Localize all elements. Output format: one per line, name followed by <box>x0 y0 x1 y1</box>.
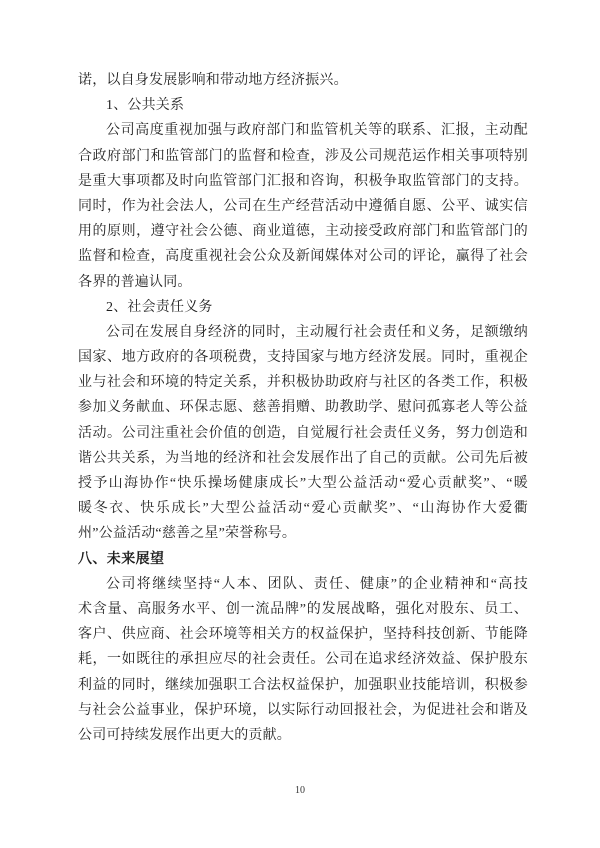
body-line: 参加义务献血、环保志愿、慈善捐赠、助教助学、慰问孤寡老人等公益 <box>78 400 528 416</box>
body-line: 州”公益活动“慈善之星”荣誉称号。 <box>78 526 297 542</box>
sub-heading: 2、社会责任义务 <box>106 299 213 315</box>
body-line: 授予山海协作“快乐操场健康成长”大型公益活动“爱心贡献奖”、“暖 <box>78 476 528 491</box>
page-footer <box>0 780 600 798</box>
body-line: 是重大事项都及时向监管部门汇报和咨询，积极争取监管部门的支持。 <box>78 173 528 189</box>
body-line: 客户、供应商、社会环境等相关方的权益保护，坚持科技创新、节能降 <box>78 627 528 643</box>
body-line: 监督和检查，高度重视社会公众及新闻媒体对公司的评论，赢得了社会 <box>78 249 528 265</box>
body-line: 活动。公司注重社会价值的创造，自觉履行社会责任义务，努力创造和 <box>78 425 528 441</box>
body-line: 诺，以自身发展影响和带动地方经济振兴。 <box>78 73 348 88</box>
body-line: 公司可持续发展作出更大的贡献。 <box>78 727 291 743</box>
page-body <box>78 68 528 748</box>
body-line: 利益的同时，继续加强职工合法权益保护，加强职业技能培训，积极参 <box>78 677 528 693</box>
body-line: 谐公共关系，为当地的经济和社会发展作出了自己的贡献。公司先后被 <box>78 450 528 466</box>
body-line: 耗，一如既往的承担应尽的社会责任。公司在追求经济效益、保护股东 <box>78 652 528 668</box>
body-line: 术含量、高服务水平、创一流品牌”的发展战略，强化对股东、员工、 <box>78 601 528 617</box>
body-line: 与社会公益事业，保护环境，以实际行动回报社会，为促进社会和谐及 <box>78 702 528 718</box>
body-line: 用的原则，遵守社会公德、商业道德，主动接受政府部门和监管部门的 <box>78 224 528 240</box>
body-line: 国家、地方政府的各项税费，支持国家与地方经济发展。同时，重视企 <box>78 350 528 366</box>
body-line: 业与社会和环境的特定关系，并积极协助政府与社区的各类工作，积极 <box>78 375 528 391</box>
body-line: 公司将继续坚持“人本、团队、责任、健康”的企业精神和“高技 <box>106 576 528 592</box>
body-line: 公司在发展自身经济的同时，主动履行社会责任和义务，足额缴纳 <box>106 324 528 340</box>
body-line: 暖冬衣、快乐成长”大型公益活动“爱心贡献奖”、“山海协作大爱衢 <box>78 501 528 517</box>
sub-heading: 1、公共关系 <box>106 98 185 114</box>
body-line: 合政府部门和监管部门的监督和检查，涉及公司规范运作相关事项特别 <box>78 148 528 164</box>
body-line: 公司高度重视加强与政府部门和监管机关等的联系、汇报，主动配 <box>106 123 528 139</box>
body-line: 各界的普遍认同。 <box>78 274 192 290</box>
body-line: 同时，作为社会法人，公司在生产经营活动中遵循自愿、公平、诚实信 <box>78 198 528 214</box>
page-number: 10 <box>295 785 305 796</box>
section-heading: 八、未来展望 <box>78 551 165 567</box>
